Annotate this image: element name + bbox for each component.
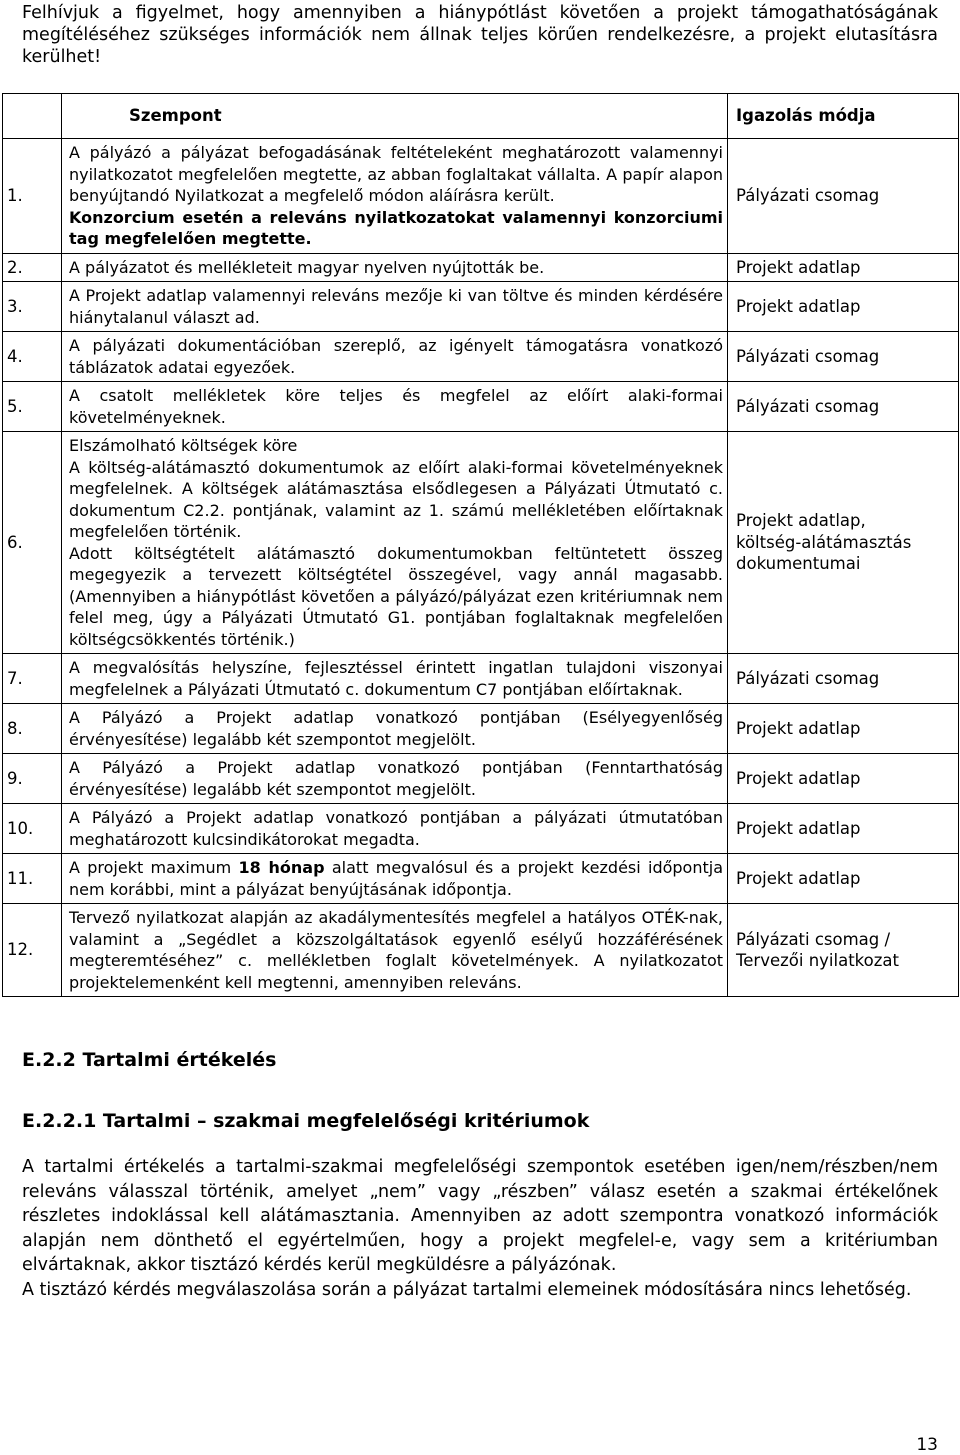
row-verification: Projekt adatlap: [728, 253, 959, 282]
row-number: 5.: [3, 382, 62, 432]
criterion-text: A megvalósítás helyszíne, fejlesztéssel érintett ingatlan tulajdoni viszonyai megfelelnek a Pályázati Útmutató c. dokumentum C7 pontjában előírtaknak.: [69, 658, 723, 699]
row-criterion: [62, 253, 728, 282]
table-header-row: [3, 94, 959, 139]
row-verification: Projekt adatlap: [728, 704, 959, 754]
row-verification: Pályázati csomag: [728, 654, 959, 704]
row-number: 6.: [3, 432, 62, 654]
row-verification: Pályázati csomag: [728, 139, 959, 254]
criterion-text: A költség-alátámasztó dokumentumok az előírt alaki-formai követelményeknek megfelelnek. A költségek alátámasztása elsődlegesen a Pályázati Útmutató c. dokumentum C2.2. pontjának, valamint az 1. számú mellékletében előírtaknak megfelelően történik.: [69, 457, 723, 541]
row-number: 12.: [3, 904, 62, 997]
table-row: [3, 332, 959, 382]
row-criterion: [62, 804, 728, 854]
row-criterion: [62, 754, 728, 804]
row-number: 1.: [3, 139, 62, 254]
table-row: [3, 904, 959, 997]
verification-line: Tervezői nyilatkozat: [736, 951, 899, 970]
row-verification: Projekt adatlap: [728, 754, 959, 804]
row-verification: [728, 432, 959, 654]
page-number: 13: [916, 1435, 938, 1455]
row-criterion: [62, 654, 728, 704]
criterion-text-end: alatt megvalósul és a projekt kezdési időpontja nem korábbi, mint a pályázat benyújtásának időpontja.: [69, 858, 724, 899]
row-number: 8.: [3, 704, 62, 754]
criterion-duration: 18 hónap: [238, 858, 325, 877]
verification-line: Pályázati csomag /: [736, 929, 891, 949]
table-row: [3, 382, 959, 432]
row-number: 10.: [3, 804, 62, 854]
table-row: [3, 704, 959, 754]
section-heading-content-evaluation: E.2.2 Tartalmi értékelés: [22, 1049, 277, 1071]
criterion-bold-text: Konzorcium esetén a releváns nyilatkozatokat valamennyi konzorciumi tag megfelelően megtette.: [69, 207, 723, 248]
table-row: [3, 282, 959, 332]
criterion-text-start: A projekt maximum: [69, 858, 239, 877]
criteria-table: [2, 93, 959, 997]
section-heading-professional-criteria: E.2.2.1 Tartalmi – szakmai megfelelőségi kritériumok: [22, 1110, 590, 1132]
body-paragraph: A tartalmi értékelés a tartalmi-szakmai megfelelőségi szempontok esetében igen/nem/részben/nem releváns válasszal történik, amelyet „nem” vagy „részben” válasz esetén a szakmai értékelőnek részletes indoklással kell alátámasztania. Amennyiben az adott szempontra vonatkozó információk alapján nem dönthető el egyértelműen, hogy a projekt megfelel-e, vagy sem a kritériumban elvártaknak, akkor tisztázó kérdés kerül megküldésre a pályázónak.: [22, 1157, 938, 1275]
table-row: [3, 432, 959, 654]
row-criterion: [62, 432, 728, 654]
criterion-text: A Projekt adatlap valamennyi releváns mezője ki van töltve és minden kérdésére hiánytalanul választ ad.: [69, 286, 723, 327]
criterion-text: A pályázatot és mellékleteit magyar nyelven nyújtották be.: [69, 257, 545, 277]
verification-line: dokumentumai: [736, 554, 861, 574]
header-criterion: Szempont: [62, 94, 728, 139]
criterion-text: A pályázati dokumentációban szereplő, az igényelt támogatásra vonatkozó táblázatok adatai egyezőek.: [69, 336, 723, 377]
row-number: 2.: [3, 253, 62, 282]
criterion-text: Adott költségtételt alátámasztó dokumentumokban feltüntetett összeg megegyezik a tervezett költségtétel összegével, vagy annál magasabb. (Amennyiben a hiánypótlást követően a pályázó/pályázat ezen kritériumnak nem felel meg, úgy a Pályázati Útmutató G1. pontjában foglaltaknak megfelelően költségcsökkentés történik.): [69, 543, 723, 649]
row-criterion: [62, 332, 728, 382]
criterion-heading: Elszámolható költségek köre: [69, 436, 298, 455]
criterion-text: Tervező nyilatkozat alapján az akadálymentesítés megfelel a hatályos OTÉK-nak, valamint a „Segédlet a közszolgáltatások egyenlő esélyű hozzáférésének megteremtéséhez” c. mellékletben foglalt követelmények. A nyilatkozatot projektelemenként kell megtenni, amennyiben releváns.: [69, 908, 723, 992]
verification-line: költség-alátámasztás: [736, 532, 912, 552]
criterion-text: A csatolt mellékletek köre teljes és megfelel az előírt alaki-formai követelményeknek.: [69, 386, 723, 427]
body-paragraph: A tisztázó kérdés megválaszolása során a pályázat tartalmi elemeinek módosítására nincs lehetőség.: [22, 1279, 912, 1300]
row-number: 4.: [3, 332, 62, 382]
row-criterion: [62, 139, 728, 254]
criterion-text: A Pályázó a Projekt adatlap vonatkozó pontjában (Fenntarthatóság érvényesítése) legalább két szempontot megjelölt.: [69, 758, 723, 799]
criterion-text: A Pályázó a Projekt adatlap vonatkozó pontjában a pályázati útmutatóban meghatározott kulcsindikátorokat megadta.: [69, 808, 723, 849]
criterion-text: A pályázó a pályázat befogadásának feltételeként meghatározott valamennyi nyilatkozatot megfelelően megtette, az abban foglaltakat vállalta. A papír alapon benyújtandó Nyilatkozat a megfelelő módon aláírásra került.: [69, 143, 723, 205]
row-number: 3.: [3, 282, 62, 332]
row-verification: Projekt adatlap: [728, 804, 959, 854]
row-verification: Projekt adatlap: [728, 854, 959, 904]
table-row: [3, 654, 959, 704]
table-row: [3, 139, 959, 254]
criterion-text: [69, 857, 723, 900]
verification-line: Projekt adatlap,: [736, 511, 866, 531]
header-verification: Igazolás módja: [728, 94, 959, 139]
criterion-text: A Pályázó a Projekt adatlap vonatkozó pontjában (Esélyegyenlőség érvényesítése) legalább két szempontot megjelölt.: [69, 708, 723, 749]
header-number: [3, 94, 62, 139]
row-number: 9.: [3, 754, 62, 804]
row-verification: Projekt adatlap: [728, 282, 959, 332]
row-criterion: [62, 282, 728, 332]
row-verification: Pályázati csomag: [728, 332, 959, 382]
row-criterion: [62, 382, 728, 432]
row-criterion: [62, 904, 728, 997]
row-criterion: [62, 704, 728, 754]
table-row: [3, 754, 959, 804]
row-criterion: [62, 854, 728, 904]
table-row: [3, 854, 959, 904]
body-text: [22, 1155, 938, 1302]
row-number: 11.: [3, 854, 62, 904]
row-verification: [728, 904, 959, 997]
table-row: [3, 253, 959, 282]
intro-paragraph: Felhívjuk a figyelmet, hogy amennyiben a hiánypótlást követően a projekt támogathatóságának megítéléséhez szükséges információk nem állnak teljes körűen rendelkezésre, a projekt elutasításra kerülhet!: [22, 3, 938, 67]
row-number: 7.: [3, 654, 62, 704]
table-row: [3, 804, 959, 854]
row-verification: Pályázati csomag: [728, 382, 959, 432]
